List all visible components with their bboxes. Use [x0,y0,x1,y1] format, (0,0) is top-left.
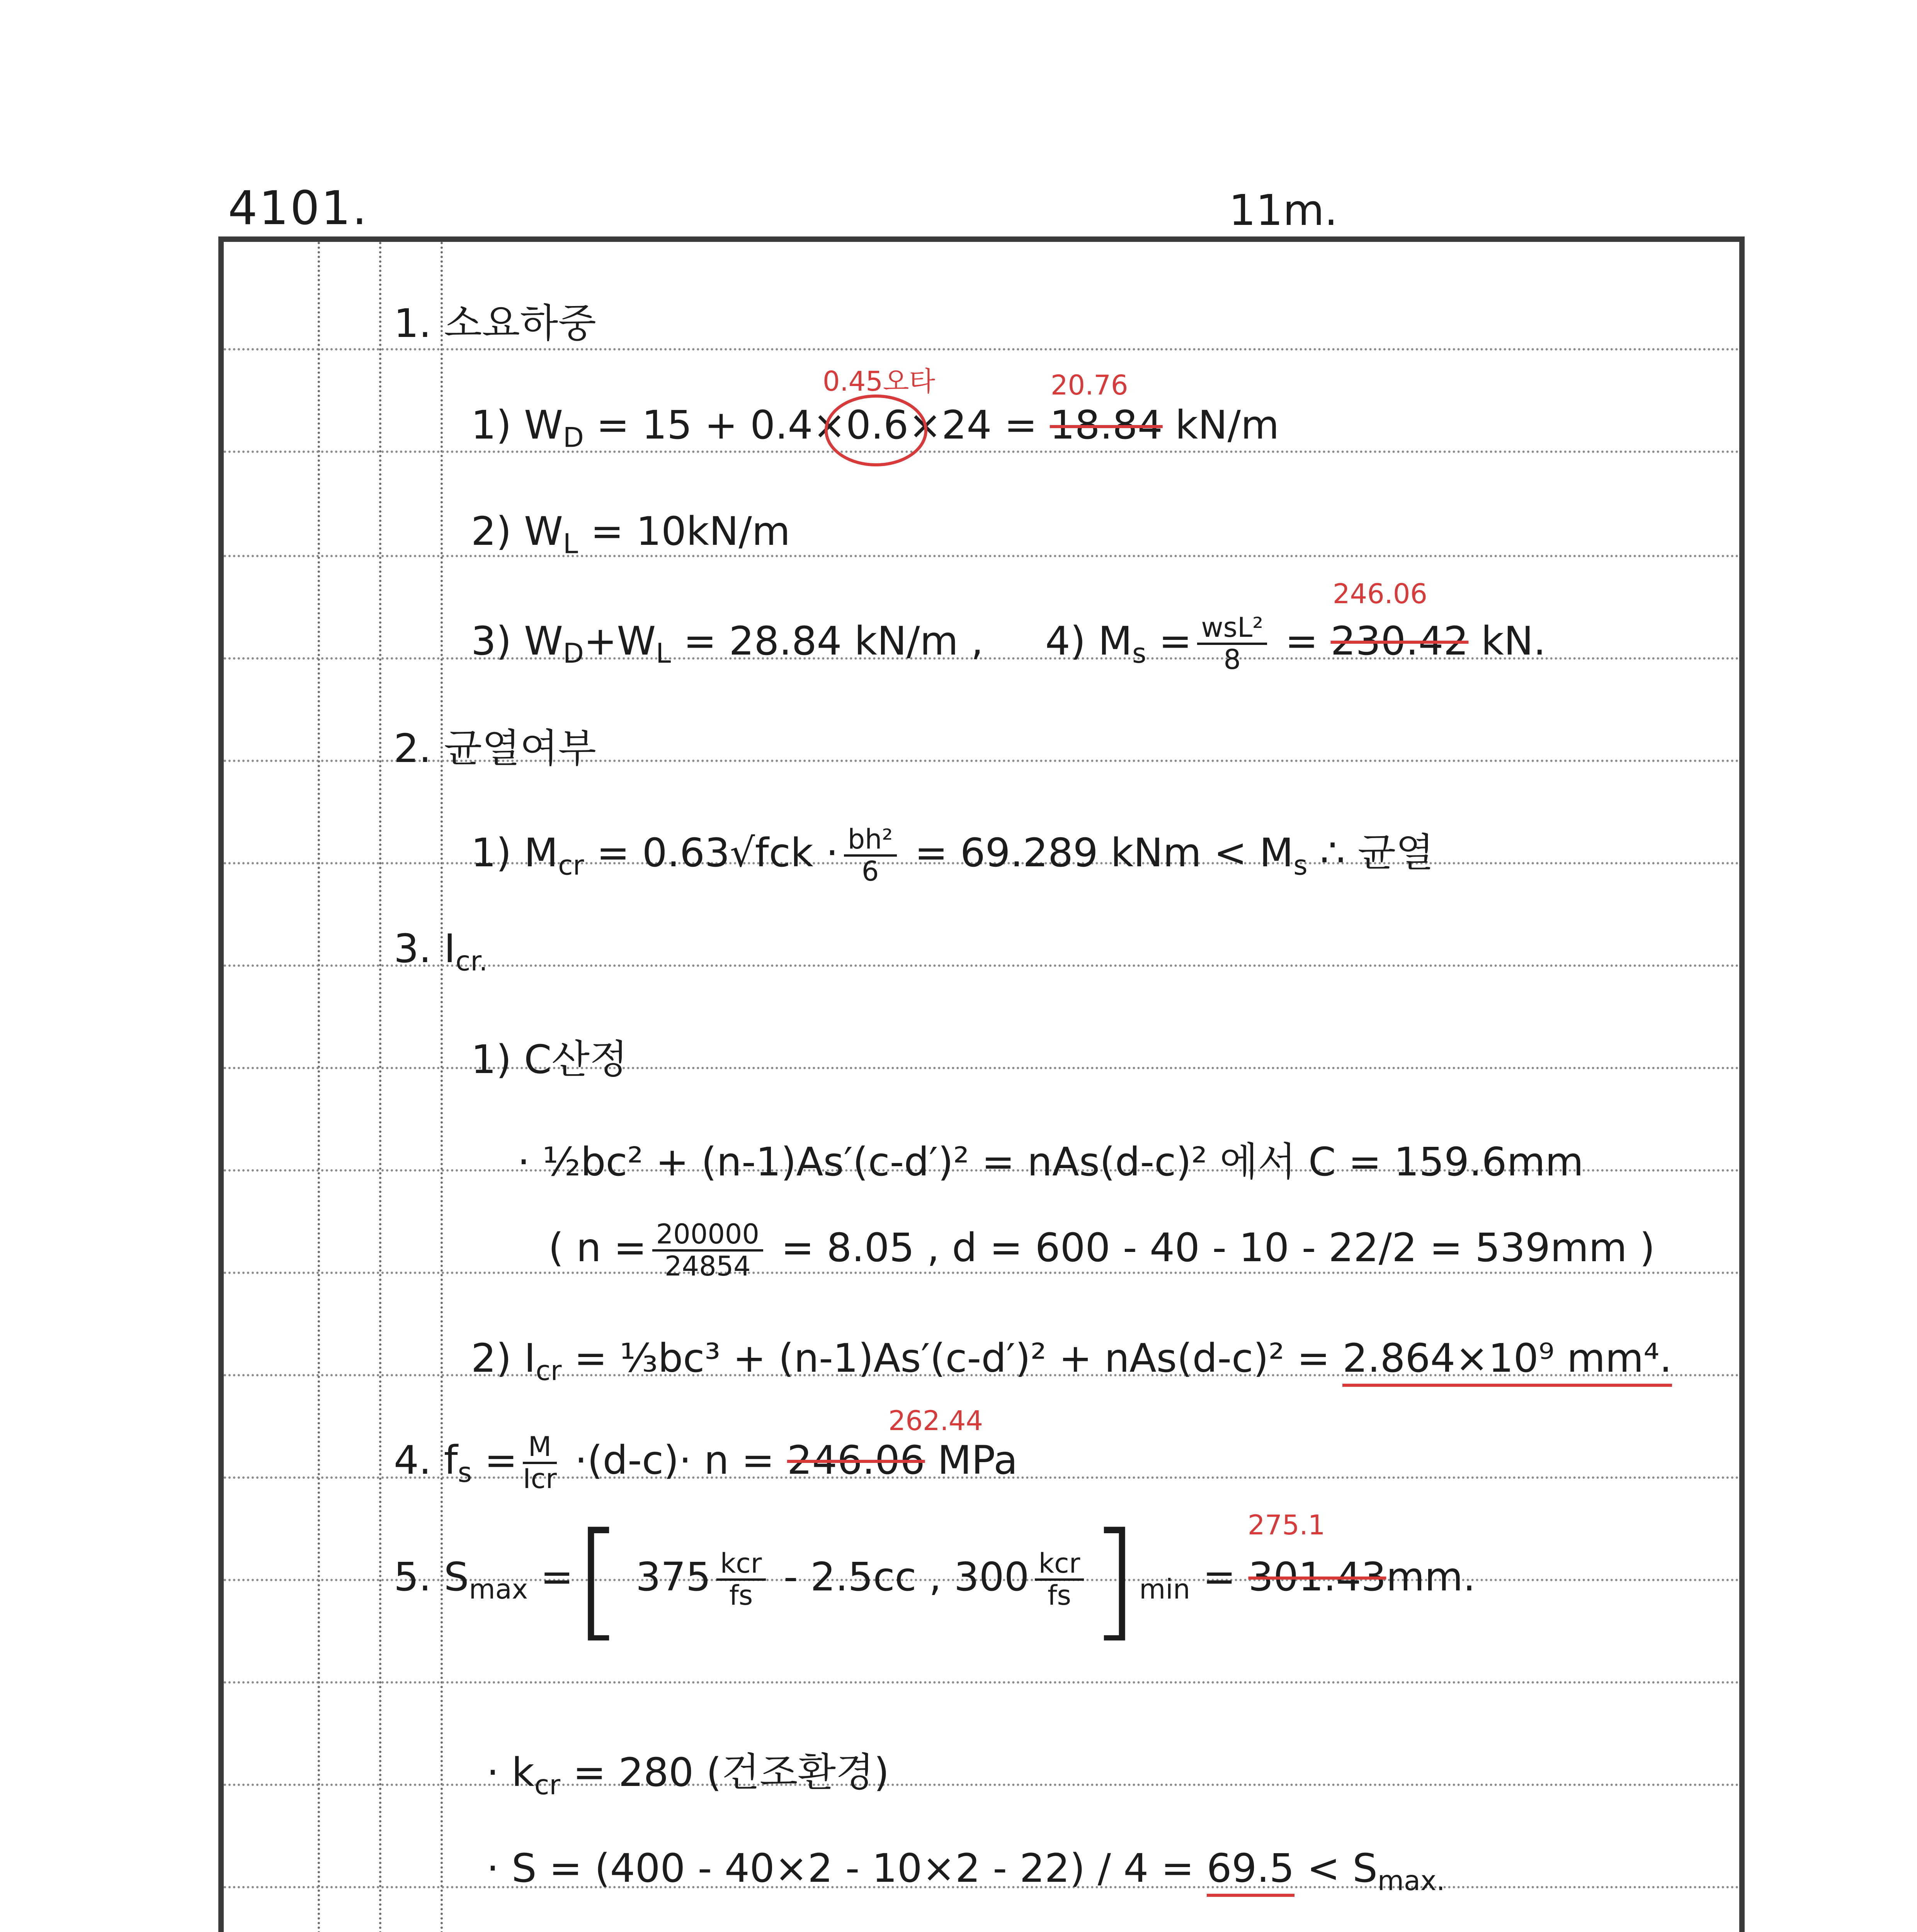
c-equation: · ½bc² + (n-1)As′(c-d′)² = nAs(d-c)² 에서 C = 159.6mm [517,1139,1584,1185]
kcr-rest: = 280 (건조환경) [560,1750,890,1796]
sum-sub-1: D [563,638,584,670]
c-heading: 1) C산정 [471,1037,628,1083]
ruled-line [224,1681,1739,1684]
wd-corrected-value: 20.76 [1051,369,1128,401]
smax-f2-denominator: fs [1047,1580,1072,1611]
right-bracket: ] [1089,1505,1140,1654]
section-3-sub: cr. [455,945,488,977]
margin-rule-1 [318,242,320,1932]
kcr-label: · k [486,1750,534,1796]
section-3-label: 3. I [394,926,456,972]
spacing-formula: · S = (400 - 40×2 - 10×2 - 22) / 4 = [486,1845,1207,1891]
ms-corrected-value: 246.06 [1333,578,1427,610]
wd-circled-value: 0.6 [845,402,909,448]
smax-corrected-value: 275.1 [1248,1509,1325,1541]
smax-eq-2: = [1190,1554,1249,1600]
section-2-title: 2. 균열여부 [394,726,596,772]
fs-fraction [523,1432,557,1494]
mcr-formula: = 0.63√fck · [584,830,839,876]
ms-unit: kN. [1468,618,1546,664]
wl-rest: = 10kN/m [578,509,791,554]
smax-min-sub: min [1139,1573,1191,1605]
header-left-number: 4101. [228,182,369,235]
ms-old-value: 230.42 [1330,618,1469,664]
section-3-title [394,926,488,977]
smax-f1-denominator: fs [729,1580,753,1611]
smax-term-1: 375 [623,1554,711,1600]
ms-eq: = [1146,618,1192,664]
ruled-line [224,1067,1739,1069]
fs-denominator: Icr [523,1463,557,1495]
smax-eq: = [528,1554,573,1600]
n-rest: = 8.05 , d = 600 - 40 - 10 - 22/2 = 539mm ) [768,1225,1655,1271]
smax-unit: mm. [1386,1554,1476,1600]
fs-equation [394,1432,1018,1494]
mcr-conclusion: ∴ 균열 [1307,830,1434,876]
sum-rest: = 28.84 kN/m , [671,618,983,664]
icr-formula: = ⅓bc³ + (n-1)As′(c-d′)² + nAs(d-c)² = [561,1335,1343,1381]
mcr-sub: cr [558,849,584,881]
ms-label: 4) M [1045,618,1133,664]
smax-sub: max [469,1573,528,1605]
spacing-line [486,1845,1445,1896]
ms-denominator: 8 [1223,644,1241,675]
fs-unit: MPa [925,1437,1018,1483]
mcr-rest: = 69.289 kNm < M [902,830,1294,876]
icr-label: 2) I [471,1335,536,1381]
ms-numerator: wsL² [1197,613,1267,645]
wd-unit: kN/m [1162,402,1279,448]
smax-fraction-1 [716,1549,766,1611]
spacing-sub: max. [1377,1865,1445,1897]
wd-old-value: 18.84 [1050,402,1163,448]
margin-rule-2 [379,242,381,1932]
smax-label: 5. S [394,1554,469,1600]
smax-fraction-2 [1035,1549,1084,1611]
left-bracket: [ [573,1505,623,1654]
fs-eq: = [472,1437,518,1483]
wd-correction-note: 0.45오타 [823,366,936,397]
n-open: ( n = [548,1225,647,1271]
smax-term-2: - 2.5cc , 300 [771,1554,1029,1600]
ruled-line [224,1784,1739,1786]
ms-fraction [1197,613,1267,675]
icr-sub: cr [536,1355,562,1387]
mcr-equation [471,821,1434,886]
mcr-label: 1) M [471,830,558,876]
wd-label: 1) W [471,402,563,448]
sum-sub-2: L [656,638,671,670]
fs-rest: ·(d-c)· n = [562,1437,787,1483]
ruled-line [224,555,1739,557]
answer-sheet [218,236,1745,1932]
fs-corrected-value: 262.44 [888,1405,983,1437]
wd-formula: = 15 + 0.4× [583,402,846,448]
n-denominator: 24854 [665,1250,751,1282]
header-right-note: 11m. [1229,185,1338,235]
smax-f1-numerator: kcr [716,1549,766,1581]
ms-eq-2: = [1272,618,1331,664]
mcr-numerator: bh² [844,825,897,857]
n-fraction [652,1219,763,1281]
icr-value: 2.864×10⁹ mm⁴. [1342,1335,1672,1387]
fs-old-value: 246.06 [787,1437,925,1483]
wl-equation [471,509,790,560]
ms-sub: s [1132,638,1146,670]
mcr-fraction [844,825,897,886]
load-sum-and-ms [471,613,1546,675]
section-1-title: 1. 소요하중 [394,301,596,347]
circle-mark [825,395,927,466]
n-d-values [548,1219,1655,1281]
fs-label: 4. f [394,1437,458,1483]
mcr-denominator: 6 [861,855,879,888]
fs-numerator: M [523,1432,557,1464]
wl-label: 2) W [471,509,563,554]
icr-equation [471,1335,1672,1386]
mcr-sub-2: s [1293,849,1308,881]
wd-rest: ×24 = [908,402,1050,448]
n-numerator: 200000 [652,1219,763,1252]
margin-rule-3 [441,242,443,1932]
fs-sub: s [458,1457,472,1489]
kcr-sub: cr [534,1769,561,1801]
smax-f2-numerator: kcr [1035,1549,1084,1581]
wd-sub: D [563,422,584,454]
kcr-line [486,1741,889,1801]
smax-old-value: 301.43 [1248,1554,1386,1600]
spacing-value: 69.5 [1207,1845,1294,1897]
sum-label: 3) W [471,618,563,664]
sum-mid: +W [583,618,656,664]
spacing-rest: < S [1294,1845,1378,1891]
wl-sub: L [563,528,578,560]
